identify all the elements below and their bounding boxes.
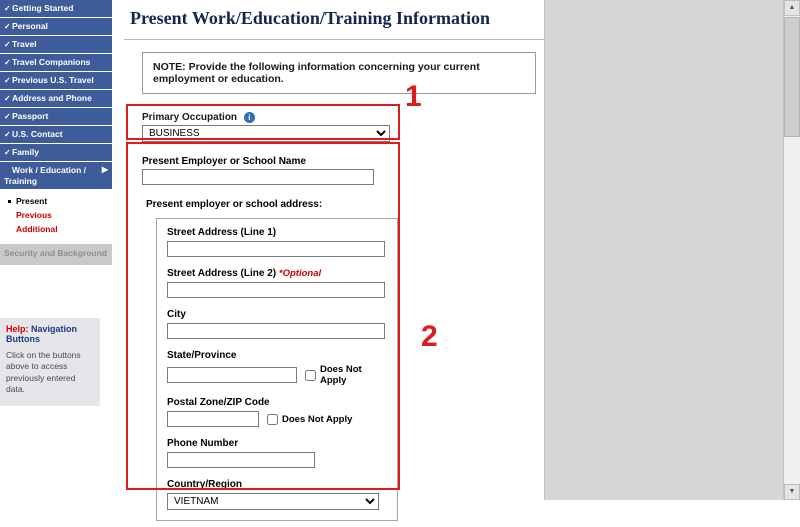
sidebar-item-personal[interactable] (0, 18, 112, 36)
sidebar-subitem-previous[interactable]: Previous (16, 210, 52, 221)
sidebar-item-label: Security and Background (4, 248, 107, 259)
sidebar (0, 0, 112, 500)
postal-label: Postal Zone/ZIP Code (167, 397, 270, 409)
sidebar-item-travel[interactable] (0, 36, 112, 54)
check-icon: ✓ (4, 112, 11, 121)
street1-input[interactable] (167, 241, 385, 257)
postal-field (167, 397, 387, 427)
check-icon: ✓ (4, 76, 11, 85)
state-does-not-apply[interactable] (305, 364, 387, 386)
check-icon: ✓ (4, 130, 11, 139)
employer-name-label: Present Employer or School Name (142, 156, 306, 168)
postal-does-not-apply-label: Does Not Apply (282, 413, 353, 425)
scrollbar-thumb[interactable] (784, 17, 800, 137)
street1-field (167, 227, 387, 257)
help-title-prefix: Help: (6, 323, 29, 334)
street2-input[interactable] (167, 282, 385, 298)
street2-label-text: Street Address (Line 2) (167, 268, 277, 280)
sidebar-item-label: Travel Companions (12, 57, 91, 67)
sidebar-item-label: Family (12, 147, 39, 157)
postal-row (167, 411, 387, 427)
check-icon: ✓ (4, 40, 11, 49)
primary-occupation-group (142, 112, 392, 142)
sidebar-item-label: Work / Education / Training (4, 165, 86, 186)
sidebar-subitem-additional[interactable]: Additional (16, 224, 58, 235)
title-divider (124, 39, 544, 40)
sidebar-item-address-and-phone[interactable] (0, 90, 112, 108)
sidebar-item-label: Previous U.S. Travel (12, 75, 94, 85)
state-row (167, 364, 387, 386)
check-icon: ✓ (4, 22, 11, 31)
info-icon[interactable]: i (244, 112, 255, 123)
country-select[interactable] (167, 493, 379, 510)
sidebar-item-label: Address and Phone (12, 93, 92, 103)
street2-optional-tag: *Optional (278, 268, 322, 280)
postal-does-not-apply[interactable] (267, 414, 352, 425)
help-title-text: Navigation Buttons (6, 323, 78, 344)
annotation-number-2: 2 (421, 320, 438, 353)
primary-occupation-label-text: Primary Occupation (142, 112, 238, 124)
state-input[interactable] (167, 367, 297, 383)
state-label: State/Province (167, 350, 237, 362)
sidebar-item-label: Getting Started (12, 3, 74, 13)
sidebar-item-us-contact[interactable] (0, 126, 112, 144)
employer-address-group (142, 156, 412, 527)
sidebar-item-label: Personal (12, 21, 48, 31)
scroll-up-arrow-icon[interactable]: ▲ (784, 0, 800, 16)
sidebar-subnav (0, 194, 112, 236)
sidebar-item-security-and-background (0, 244, 112, 266)
phone-label: Phone Number (167, 438, 239, 450)
page-title: Present Work/Education/Training Information (130, 8, 491, 28)
sidebar-item-passport[interactable] (0, 108, 112, 126)
sidebar-item-family[interactable] (0, 144, 112, 162)
street2-label (167, 268, 387, 279)
check-icon: ✓ (4, 94, 11, 103)
sidebar-item-travel-companions[interactable] (0, 54, 112, 72)
help-text: Click on the buttons above to access previously entered data. (6, 349, 81, 395)
address-panel (156, 218, 398, 521)
primary-occupation-label (142, 112, 392, 123)
postal-does-not-apply-checkbox[interactable] (267, 414, 278, 425)
country-label: Country/Region (167, 479, 242, 491)
sidebar-item-previous-us-travel[interactable] (0, 72, 112, 90)
scroll-down-arrow-icon[interactable]: ▼ (784, 484, 800, 500)
annotation-number-1: 1 (405, 80, 422, 113)
help-panel (0, 318, 100, 406)
check-icon: ✓ (4, 4, 11, 13)
note-box: NOTE: Provide the following information concerning your current employment or education. (142, 52, 536, 94)
check-icon: ✓ (4, 148, 11, 157)
state-does-not-apply-label: Does Not Apply (320, 364, 362, 387)
city-label: City (167, 309, 186, 321)
main-content (112, 0, 544, 500)
city-field (167, 309, 387, 339)
sidebar-item-label: U.S. Contact (12, 129, 63, 139)
chevron-right-icon: ▶ (101, 165, 108, 174)
phone-input[interactable] (167, 452, 315, 468)
sidebar-item-getting-started[interactable] (0, 0, 112, 18)
right-gutter (544, 0, 800, 500)
street2-field (167, 268, 387, 298)
address-intro-label: Present employer or school address: (146, 199, 323, 211)
phone-field (167, 438, 387, 468)
vertical-scrollbar[interactable] (783, 0, 800, 500)
check-icon: ✓ (4, 58, 11, 67)
sidebar-item-label: Travel (12, 39, 37, 49)
primary-occupation-select[interactable] (142, 125, 390, 142)
sidebar-item-label: Passport (12, 111, 49, 121)
city-input[interactable] (167, 323, 385, 339)
employer-name-input[interactable] (142, 169, 374, 185)
sidebar-subitem-present[interactable]: Present (6, 194, 112, 208)
sidebar-item-work-education-training[interactable] (0, 162, 112, 190)
street1-label: Street Address (Line 1) (167, 227, 277, 239)
state-field (167, 350, 387, 386)
country-field (167, 479, 387, 510)
state-does-not-apply-checkbox[interactable] (305, 370, 316, 381)
postal-input[interactable] (167, 411, 259, 427)
help-title (6, 324, 94, 344)
